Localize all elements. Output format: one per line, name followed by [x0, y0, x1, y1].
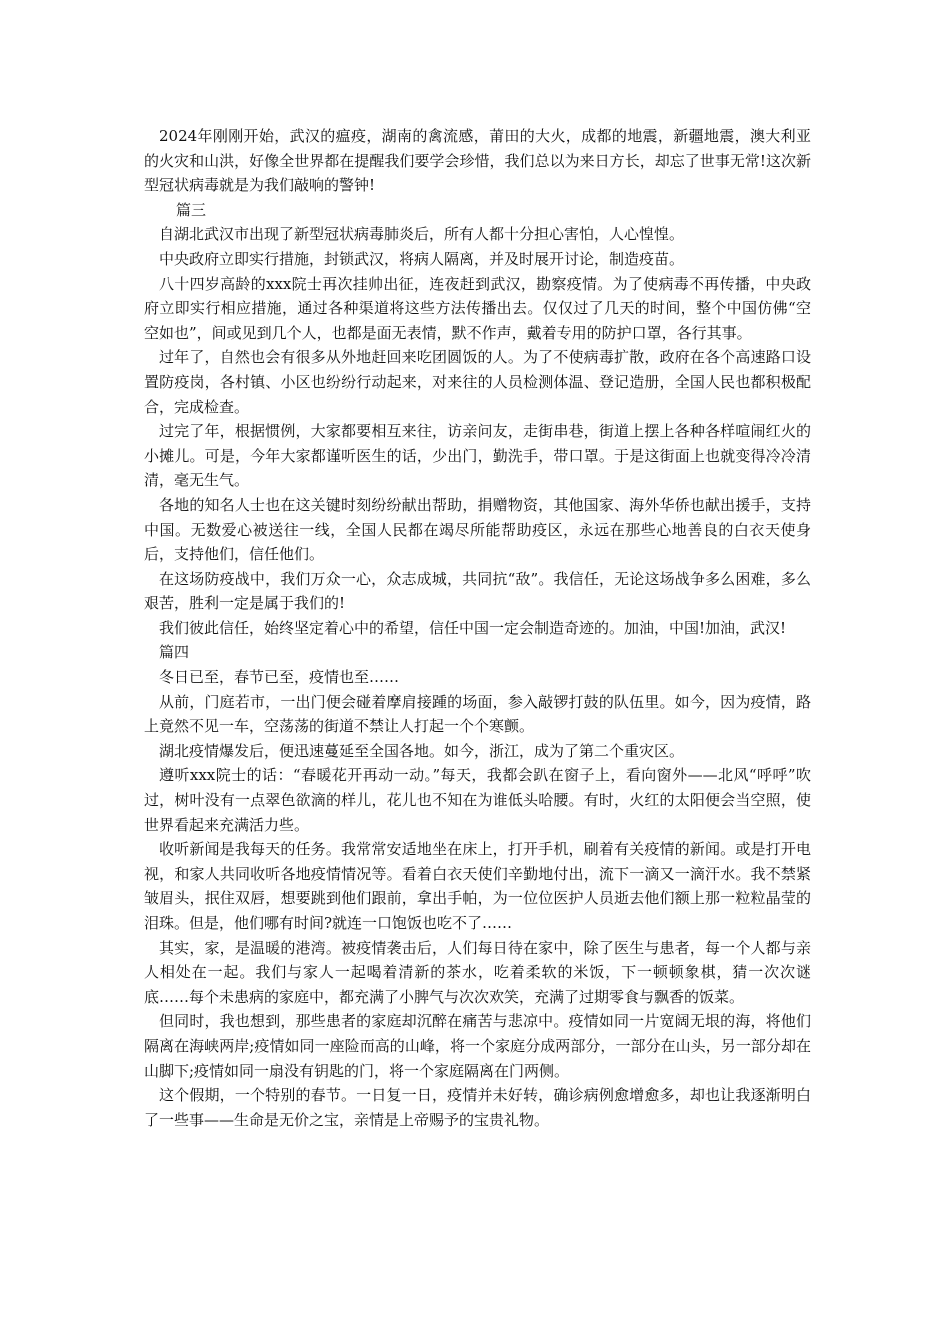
paragraph: 自湖北武汉市出现了新型冠状病毒肺炎后，所有人都十分担心害怕，人心惶惶。 — [159, 225, 685, 244]
paragraph-intro: 2024年刚刚开始，武汉的瘟疫，湖南的禽流感，莆田的大火，成都的地震，新疆地震，澳大利亚的火灾和山洪，好像全世界都在提醒我们要学会珍惜，我们总以为来日方长，却忘了世事无常!这次新型冠状病毒就是为我们敲响的警钟! — [144, 127, 811, 195]
paragraph: 我们彼此信任，始终坚定着心中的希望，信任中国一定会制造奇迹的。加油，中国!加油，武汉! — [159, 618, 787, 637]
section-heading-pian-san: 篇三 — [176, 200, 207, 219]
document-page — [144, 124, 811, 1132]
paragraph: 从前，门庭若市，一出门便会碰着摩肩接踵的场面，参入敲锣打鼓的队伍里。如今，因为疫情，路上竟然不见一车，空荡荡的街道不禁让人打起一个个寒颤。 — [144, 692, 811, 736]
paragraph: 在这场防疫战中，我们万众一心，众志成城，共同抗“敌”。我信任，无论这场战争多么困难，多么艰苦，胜利一定是属于我们的! — [144, 569, 811, 613]
paragraph: 收听新闻是我每天的任务。我常常安适地坐在床上，打开手机，刷着有关疫情的新闻。或是打开电视，和家人共同收听各地疫情情况等。看着白衣天使们辛勤地付出，流下一滴又一滴汗水。我不禁紧皱眉头，抿住双唇，想要跳到他们跟前，拿出手帕，为一位位医护人员逝去他们额上那一粒粒晶莹的泪珠。但是，他们哪有时间?就连一口饱饭也吃不了…… — [144, 840, 811, 932]
paragraph: 过年了，自然也会有很多从外地赶回来吃团圆饭的人。为了不使病毒扩散，政府在各个高速路口设置防疫岗，各村镇、小区也纷纷行动起来，对来往的人员检测体温、登记造册，全国人民也都积极配合，完成检查。 — [144, 348, 811, 416]
paragraph: 这个假期，一个特别的春节。一日复一日，疫情并未好转，确诊病例愈增愈多，却也让我逐渐明白了一些事——生命是无价之宝，亲情是上帝赐予的宝贵礼物。 — [144, 1086, 811, 1129]
paragraph: 遵听xxx院士的话：“春暖花开再动一动。”每天，我都会趴在窗子上，看向窗外——北风“呼呼”吹过，树叶没有一点翠色欲滴的样儿，花儿也不知在为谁低头哈腰。有时，火红的太阳便会当空照，使世界看起来充满活力些。 — [144, 766, 811, 834]
paragraph: 冬日已至，春节已至，疫情也至…… — [159, 668, 400, 687]
paragraph: 八十四岁高龄的xxx院士再次挂帅出征，连夜赶到武汉，勘察疫情。为了使病毒不再传播，中央政府立即实行相应措施，通过各种渠道将这些方法传播出去。仅仅过了几天的时间，整个中国仿佛“空空如也”，间或见到几个人，也都是面无表情，默不作声，戴着专用的防护口罩，各行其事。 — [144, 274, 811, 342]
paragraph: 但同时，我也想到，那些患者的家庭却沉醉在痛苦与悲凉中。疫情如同一片宽阔无垠的海，将他们隔离在海峡两岸;疫情如同一座险而高的山峰，将一个家庭分成两部分，一部分在山头，另一部分却在山脚下;疫情如同一扇没有钥匙的门，将一个家庭隔离在门两侧。 — [144, 1012, 811, 1080]
paragraph: 各地的知名人士也在这关键时刻纷纷献出帮助，捐赠物资，其他国家、海外华侨也献出援手，支持中国。无数爱心被送往一线，全国人民都在竭尽所能帮助疫区，永远在那些心地善良的白衣天使身后，支持他们，信任他们。 — [144, 495, 811, 564]
paragraph: 湖北疫情爆发后，便迅速蔓延至全国各地。如今，浙江，成为了第二个重灾区。 — [159, 741, 685, 760]
section-heading-pian-si: 篇四 — [159, 643, 190, 662]
paragraph: 过完了年，根据惯例，大家都要相互来往，访亲问友，走街串巷，街道上摆上各种各样喧闹红火的小摊儿。可是，今年大家都谨听医生的话，少出门，勤洗手，带口罩。于是这街面上也就变得冷冷清清，毫无生气。 — [144, 422, 811, 490]
paragraph: 中央政府立即实行措施，封锁武汉，将病人隔离，并及时展开讨论，制造疫苗。 — [159, 249, 685, 268]
paragraph: 其实，家，是温暖的港湾。被疫情袭击后，人们每日待在家中，除了医生与患者，每一个人都与亲人相处在一起。我们与家人一起喝着清新的茶水，吃着柔软的米饭，下一顿顿象棋，猜一次次谜底……每个未患病的家庭中，都充满了小脾气与次次欢笑，充满了过期零食与飘香的饭菜。 — [144, 938, 811, 1006]
